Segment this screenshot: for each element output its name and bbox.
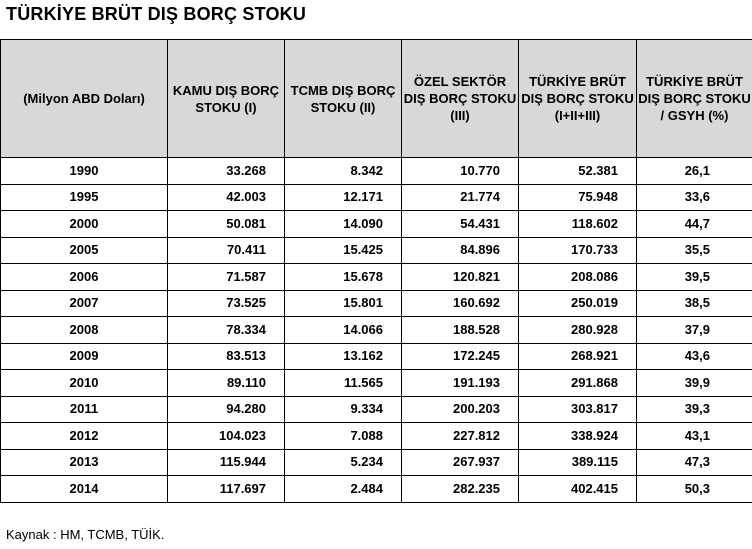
public-debt-cell: 78.334 [168, 317, 285, 344]
private-sector-debt-cell: 120.821 [402, 264, 519, 291]
year-cell: 2011 [1, 396, 168, 423]
central-bank-debt-cell: 14.066 [285, 317, 402, 344]
debt-to-gdp-cell: 39,9 [637, 370, 752, 397]
debt-to-gdp-cell: 26,1 [637, 158, 752, 185]
gross-debt-cell: 291.868 [519, 370, 637, 397]
central-bank-debt-cell: 12.171 [285, 184, 402, 211]
gross-debt-cell: 338.924 [519, 423, 637, 450]
gross-debt-cell: 280.928 [519, 317, 637, 344]
private-sector-debt-cell: 188.528 [402, 317, 519, 344]
table-row [1, 237, 752, 264]
public-debt-cell: 70.411 [168, 237, 285, 264]
central-bank-debt-cell: 8.342 [285, 158, 402, 185]
debt-to-gdp-cell: 38,5 [637, 290, 752, 317]
central-bank-debt-cell: 11.565 [285, 370, 402, 397]
debt-to-gdp-cell: 50,3 [637, 476, 752, 503]
public-debt-cell: 33.268 [168, 158, 285, 185]
debt-to-gdp-cell: 44,7 [637, 211, 752, 238]
table-body [1, 158, 752, 503]
private-sector-debt-cell: 54.431 [402, 211, 519, 238]
public-debt-cell: 117.697 [168, 476, 285, 503]
year-cell: 2007 [1, 290, 168, 317]
year-cell: 2014 [1, 476, 168, 503]
private-sector-debt-cell: 21.774 [402, 184, 519, 211]
table-row [1, 370, 752, 397]
gross-debt-cell: 268.921 [519, 343, 637, 370]
year-cell: 2006 [1, 264, 168, 291]
gross-debt-cell: 52.381 [519, 158, 637, 185]
public-debt-cell: 89.110 [168, 370, 285, 397]
header-central-bank-debt: TCMB DIŞ BORÇ STOKU (II) [285, 40, 402, 158]
central-bank-debt-cell: 13.162 [285, 343, 402, 370]
year-cell: 2005 [1, 237, 168, 264]
debt-to-gdp-cell: 35,5 [637, 237, 752, 264]
gross-debt-cell: 75.948 [519, 184, 637, 211]
debt-to-gdp-cell: 47,3 [637, 449, 752, 476]
debt-to-gdp-cell: 39,5 [637, 264, 752, 291]
year-cell: 2008 [1, 317, 168, 344]
debt-to-gdp-cell: 43,6 [637, 343, 752, 370]
table-row [1, 158, 752, 185]
public-debt-cell: 115.944 [168, 449, 285, 476]
central-bank-debt-cell: 15.425 [285, 237, 402, 264]
table-row [1, 211, 752, 238]
year-cell: 2012 [1, 423, 168, 450]
table-row [1, 449, 752, 476]
header-private-sector-debt: ÖZEL SEKTÖR DIŞ BORÇ STOKU (III) [402, 40, 519, 158]
gross-debt-cell: 170.733 [519, 237, 637, 264]
table-row [1, 476, 752, 503]
gross-debt-cell: 208.086 [519, 264, 637, 291]
year-cell: 2010 [1, 370, 168, 397]
year-cell: 1990 [1, 158, 168, 185]
private-sector-debt-cell: 10.770 [402, 158, 519, 185]
private-sector-debt-cell: 84.896 [402, 237, 519, 264]
central-bank-debt-cell: 15.678 [285, 264, 402, 291]
table-row [1, 184, 752, 211]
table-row [1, 290, 752, 317]
gross-debt-cell: 250.019 [519, 290, 637, 317]
central-bank-debt-cell: 15.801 [285, 290, 402, 317]
private-sector-debt-cell: 191.193 [402, 370, 519, 397]
debt-stock-table [0, 39, 752, 503]
table-row [1, 317, 752, 344]
header-public-debt: KAMU DIŞ BORÇ STOKU (I) [168, 40, 285, 158]
private-sector-debt-cell: 172.245 [402, 343, 519, 370]
gross-debt-cell: 402.415 [519, 476, 637, 503]
central-bank-debt-cell: 14.090 [285, 211, 402, 238]
debt-to-gdp-cell: 33,6 [637, 184, 752, 211]
year-cell: 2013 [1, 449, 168, 476]
public-debt-cell: 94.280 [168, 396, 285, 423]
public-debt-cell: 71.587 [168, 264, 285, 291]
gross-debt-cell: 118.602 [519, 211, 637, 238]
page-title: TÜRKİYE BRÜT DIŞ BORÇ STOKU [6, 4, 307, 24]
year-cell: 1995 [1, 184, 168, 211]
central-bank-debt-cell: 9.334 [285, 396, 402, 423]
table-row [1, 423, 752, 450]
header-gross-debt: TÜRKİYE BRÜT DIŞ BORÇ STOKU (I+II+III) [519, 40, 637, 158]
table-row [1, 343, 752, 370]
year-cell: 2000 [1, 211, 168, 238]
private-sector-debt-cell: 267.937 [402, 449, 519, 476]
debt-to-gdp-cell: 43,1 [637, 423, 752, 450]
table-row [1, 396, 752, 423]
public-debt-cell: 73.525 [168, 290, 285, 317]
central-bank-debt-cell: 5.234 [285, 449, 402, 476]
private-sector-debt-cell: 227.812 [402, 423, 519, 450]
year-cell: 2009 [1, 343, 168, 370]
source-note: Kaynak : HM, TCMB, TÜİK. [6, 527, 165, 542]
debt-to-gdp-cell: 39,3 [637, 396, 752, 423]
private-sector-debt-cell: 282.235 [402, 476, 519, 503]
table-header-row [1, 40, 752, 158]
public-debt-cell: 83.513 [168, 343, 285, 370]
public-debt-cell: 104.023 [168, 423, 285, 450]
private-sector-debt-cell: 160.692 [402, 290, 519, 317]
header-unit: (Milyon ABD Doları) [1, 40, 168, 158]
private-sector-debt-cell: 200.203 [402, 396, 519, 423]
table-row [1, 264, 752, 291]
gross-debt-cell: 303.817 [519, 396, 637, 423]
gross-debt-cell: 389.115 [519, 449, 637, 476]
central-bank-debt-cell: 7.088 [285, 423, 402, 450]
debt-to-gdp-cell: 37,9 [637, 317, 752, 344]
header-debt-to-gdp: TÜRKİYE BRÜT DIŞ BORÇ STOKU / GSYH (%) [637, 40, 752, 158]
public-debt-cell: 42.003 [168, 184, 285, 211]
public-debt-cell: 50.081 [168, 211, 285, 238]
central-bank-debt-cell: 2.484 [285, 476, 402, 503]
